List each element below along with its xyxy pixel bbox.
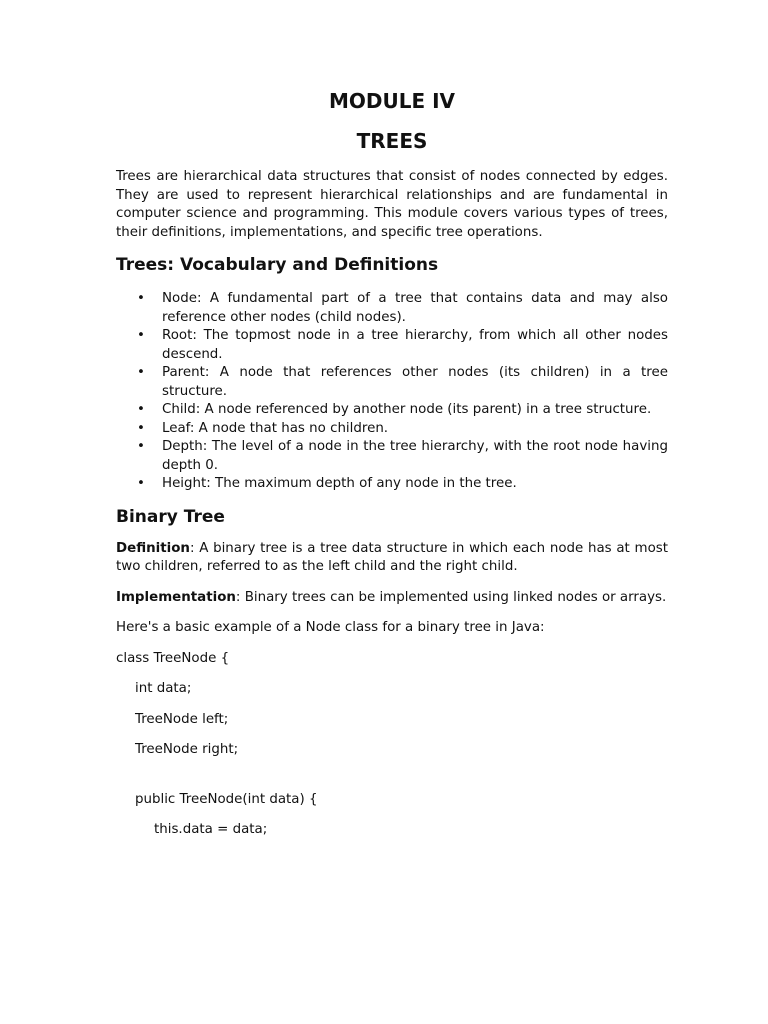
vocab-item-depth xyxy=(116,438,668,475)
bullet-icon: • xyxy=(137,291,145,306)
vocab-item-text: Leaf: A node that has no children. xyxy=(162,420,389,436)
bullet-icon: • xyxy=(137,402,145,417)
example-intro: Here's a basic example of a Node class for a binary tree in Java: xyxy=(116,620,545,635)
code-line: class TreeNode { xyxy=(116,650,230,666)
bullet-icon: • xyxy=(137,439,145,454)
vocab-item-node xyxy=(116,290,668,327)
vocab-heading: Trees: Vocabulary and Definitions xyxy=(116,255,439,275)
implementation-label: Implementation xyxy=(116,589,236,605)
definition-text: : A binary tree is a tree data structure in which each node has at most two children, referred to as the left child and the right child. xyxy=(116,540,668,574)
vocab-item-parent xyxy=(116,364,668,401)
code-line: public TreeNode(int data) { xyxy=(135,791,318,807)
document-page xyxy=(116,88,668,840)
module-title: MODULE IV xyxy=(328,89,456,113)
vocab-item-text: Depth: The level of a node in the tree hierarchy, with the root node having depth 0. xyxy=(162,439,668,473)
definition-paragraph xyxy=(116,540,668,577)
code-line: TreeNode left; xyxy=(135,711,229,727)
code-line: this.data = data; xyxy=(154,822,268,837)
chapter-title: TREES xyxy=(356,129,428,153)
bullet-icon: • xyxy=(137,365,145,380)
code-line: int data; xyxy=(135,681,192,696)
code-line: TreeNode right; xyxy=(135,742,239,757)
vocab-item-child xyxy=(116,401,668,420)
vocab-item-text: Child: A node referenced by another node (its parent) in a tree structure. xyxy=(162,402,652,417)
code-block xyxy=(116,650,668,840)
binary-tree-heading: Binary Tree xyxy=(116,506,225,527)
implementation-paragraph xyxy=(116,589,668,608)
bullet-icon: • xyxy=(137,420,145,436)
vocab-item-root xyxy=(116,327,668,364)
vocab-item-text: Node: A fundamental part of a tree that contains data and may also reference other nodes (child nodes). xyxy=(162,291,668,325)
bullet-icon: • xyxy=(137,476,145,491)
definition-label: Definition xyxy=(116,540,190,556)
intro-paragraph: Trees are hierarchical data structures that consist of nodes connected by edges. They are used to represent hierarchical relationships and are fundamental in computer science and programming. This module covers various types of trees, their definitions, implementations, and specific tree operations. xyxy=(116,169,668,240)
vocab-item-text: Height: The maximum depth of any node in the tree. xyxy=(162,476,517,491)
vocab-item-text: Root: The topmost node in a tree hierarchy, from which all other nodes descend. xyxy=(162,328,668,362)
vocab-item-leaf xyxy=(116,420,668,439)
vocab-list xyxy=(116,290,668,494)
vocab-item-height xyxy=(116,475,668,494)
vocab-item-text: Parent: A node that references other nodes (its children) in a tree structure. xyxy=(162,365,668,399)
bullet-icon: • xyxy=(137,328,145,343)
implementation-text: : Binary trees can be implemented using linked nodes or arrays. xyxy=(235,589,667,605)
